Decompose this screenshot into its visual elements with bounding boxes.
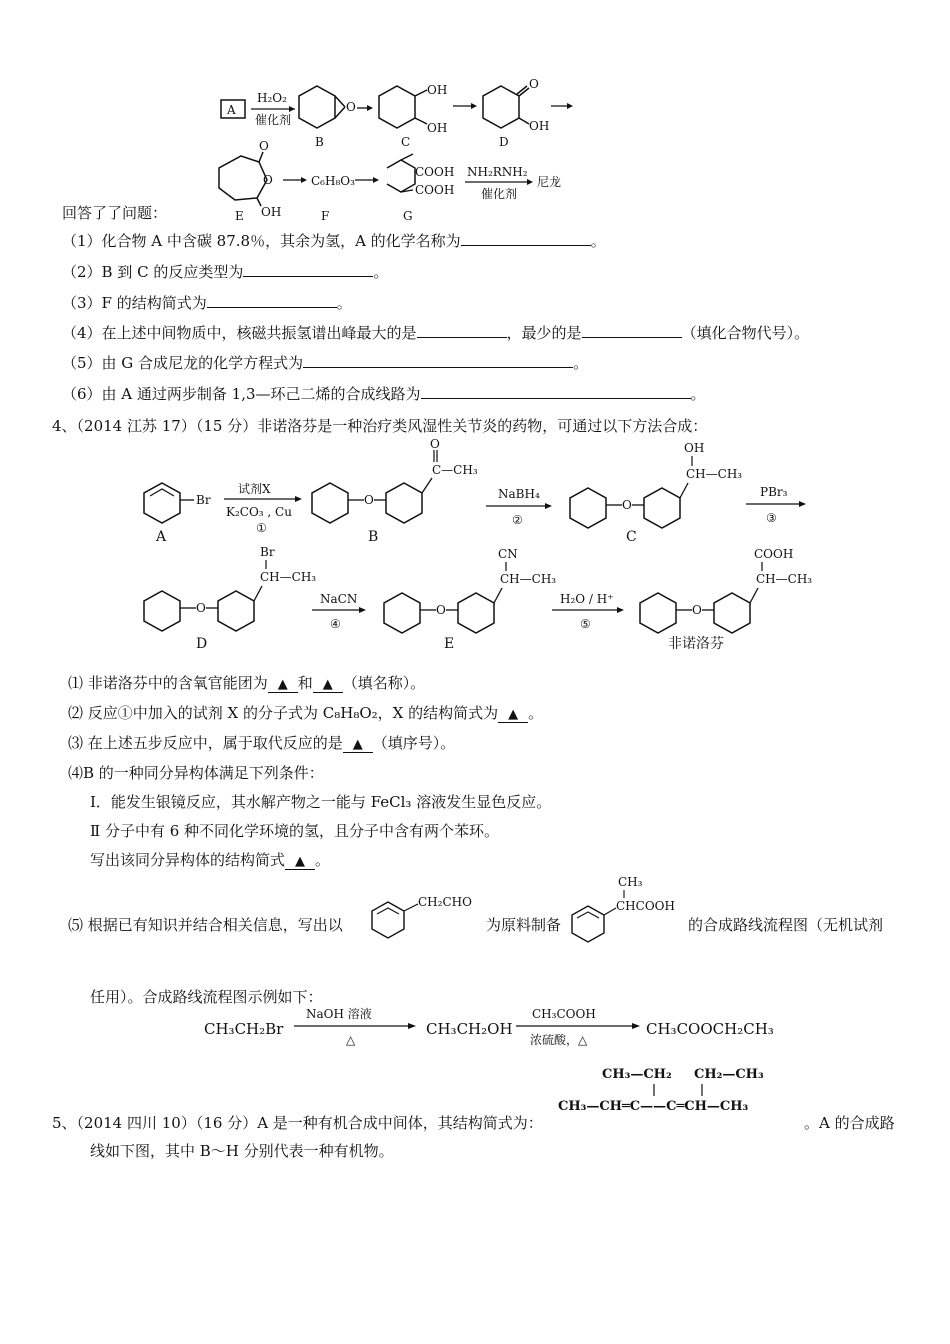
svg-text:CH—CH₃: CH—CH₃	[686, 467, 743, 481]
svg-text:H₂O₂: H₂O₂	[257, 91, 287, 105]
svg-text:浓硫酸，△: 浓硫酸，△	[530, 1033, 588, 1047]
svg-text:Br: Br	[260, 545, 275, 559]
svg-text:C₆H₈O₃: C₆H₈O₃	[311, 174, 355, 188]
svg-text:CHCOOH: CHCOOH	[616, 899, 675, 913]
answer-blank[interactable]: ▲	[285, 854, 315, 870]
svg-text:CH—CH₃: CH—CH₃	[756, 572, 813, 586]
intro-line: 回答了了问题：	[62, 204, 168, 222]
svg-text:NaCN: NaCN	[320, 592, 358, 606]
svg-text:H₂O / H⁺: H₂O / H⁺	[560, 592, 614, 606]
svg-text:COOH: COOH	[754, 547, 794, 561]
svg-text:CH—CH₃: CH—CH₃	[500, 572, 557, 586]
answer-blank[interactable]	[461, 230, 591, 246]
answer-blank[interactable]	[582, 322, 682, 338]
svg-text:③: ③	[766, 511, 777, 525]
question-2: （2）B 到 C 的反应类型为 。	[62, 263, 389, 281]
svg-text:C: C	[626, 529, 637, 545]
svg-text:OH: OH	[261, 205, 282, 219]
phenylacetaldehyde-structure	[368, 890, 488, 950]
svg-text:CH₃—CH═C——C═CH—CH₃: CH₃—CH═C——C═CH—CH₃	[558, 1099, 749, 1114]
svg-text:COOH: COOH	[415, 165, 455, 179]
svg-text:G: G	[403, 209, 413, 223]
q4-part-5-mid: 为原料制备	[486, 916, 562, 934]
svg-text:CH₃—CH₂: CH₃—CH₂	[602, 1067, 672, 1082]
q4-part-2: ⑵ 反应①中加入的试剂 X 的分子式为 C₈H₈O₂，X 的结构简式为 ▲ 。	[68, 704, 544, 722]
q4-part-3: ⑶ 在上述五步反应中，属于取代反应的是 ▲ （填序号）。	[68, 734, 456, 752]
question-4-header: 4、（2014 江苏 17）（15 分）非诺洛芬是一种治疗类风湿性关节炎的药物，可通过以下方法合成：	[52, 417, 708, 435]
example-route	[200, 1000, 800, 1052]
svg-text:E: E	[444, 636, 455, 652]
svg-text:OH: OH	[427, 83, 448, 97]
answer-blank[interactable]	[417, 322, 507, 338]
svg-text:A: A	[156, 529, 167, 545]
svg-text:④: ④	[330, 617, 341, 631]
svg-text:CH₃: CH₃	[618, 875, 643, 889]
svg-text:①: ①	[256, 521, 267, 535]
svg-text:O: O	[196, 601, 206, 615]
svg-text:非诺洛芬: 非诺洛芬	[668, 636, 724, 652]
answer-blank[interactable]	[243, 261, 373, 277]
compound-e-structure	[384, 547, 556, 633]
svg-text:K₂CO₃ , Cu: K₂CO₃ , Cu	[226, 505, 292, 519]
svg-text:O: O	[622, 498, 632, 512]
svg-text:B: B	[368, 529, 379, 545]
question-5-line-1-end: 。A 的合成路	[804, 1114, 895, 1132]
fenoprofen-structure	[640, 547, 812, 633]
answer-blank[interactable]: ▲	[268, 677, 298, 693]
q4-part-4-ask: 写出该同分异构体的结构简式 ▲ 。	[90, 851, 331, 869]
svg-text:试剂X: 试剂X	[238, 482, 271, 496]
svg-text:OH: OH	[427, 121, 448, 135]
compound-d-structure	[144, 545, 316, 631]
answer-blank[interactable]: ▲	[313, 677, 343, 693]
compound-d-structure	[483, 77, 549, 133]
svg-text:尼龙: 尼龙	[537, 175, 562, 189]
fenoprofen-synthesis-scheme	[120, 438, 820, 658]
compound-c-structure	[570, 441, 742, 528]
q4-part-1: ⑴ 非诺洛芬中的含氧官能团为 ▲ 和 ▲ （填名称）。	[68, 674, 426, 692]
question-3: （3）F 的结构简式为 。	[62, 294, 352, 312]
svg-text:B: B	[315, 135, 324, 149]
compound-c-structure	[379, 83, 447, 135]
compound-b-structure	[312, 438, 478, 523]
answer-blank[interactable]: ▲	[343, 737, 373, 753]
svg-text:CN: CN	[498, 547, 518, 561]
svg-text:O: O	[692, 603, 702, 617]
svg-text:CH₂—CH₃: CH₂—CH₃	[694, 1067, 764, 1082]
svg-text:OH: OH	[529, 119, 550, 133]
compound-g-structure	[387, 154, 454, 197]
svg-text:△: △	[346, 1033, 356, 1047]
answer-blank[interactable]	[421, 383, 691, 399]
question-4: （4）在上述中间物质中，核磁共振氢谱出峰最大的是 ，最少的是 （填化合物代号）。	[62, 324, 810, 342]
svg-text:O: O	[364, 493, 374, 507]
svg-text:F: F	[321, 209, 330, 223]
svg-text:⑤: ⑤	[580, 617, 591, 631]
target-acid-structure	[568, 872, 688, 952]
nylon-synthesis-scheme	[205, 72, 585, 232]
svg-text:C—CH₃: C—CH₃	[432, 463, 478, 477]
svg-text:催化剂: 催化剂	[481, 187, 518, 201]
compound-a-structure	[144, 483, 211, 523]
svg-text:CH₃COOH: CH₃COOH	[532, 1007, 596, 1021]
question-5-line-2: 线如下图，其中 B～H 分别代表一种有机物。	[90, 1142, 394, 1160]
question-5: （5）由 G 合成尼龙的化学方程式为 。	[62, 354, 589, 372]
svg-text:②: ②	[512, 513, 523, 527]
svg-text:O: O	[263, 173, 273, 187]
svg-text:CH₂CHO: CH₂CHO	[418, 895, 472, 909]
q4-condition-ii: Ⅱ 分子中有 6 种不同化学环境的氢，且分子中含有两个苯环。	[90, 822, 500, 840]
q4-part-5-end: 的合成路线流程图（无机试剂	[688, 916, 884, 934]
svg-text:O: O	[430, 438, 440, 451]
q4-part-5-cont: 任用）。合成路线流程图示例如下：	[90, 988, 323, 1006]
svg-text:Br: Br	[196, 493, 211, 507]
svg-text:CH₃CH₂Br: CH₃CH₂Br	[204, 1020, 284, 1038]
question-5-line-1: 5、（2014 四川 10）（16 分）A 是一种有机合成中间体，其结构简式为：	[52, 1114, 543, 1132]
svg-text:O: O	[346, 100, 356, 114]
svg-text:CH₃COOCH₂CH₃: CH₃COOCH₂CH₃	[646, 1020, 774, 1038]
q4-part-4: ⑷B 的一种同分异构体满足下列条件：	[68, 764, 324, 782]
svg-text:CH—CH₃: CH—CH₃	[260, 570, 317, 584]
answer-blank[interactable]	[303, 352, 573, 368]
compound-a-diene-structure	[556, 1062, 806, 1122]
question-1: （1）化合物 A 中含碳 87.8％，其余为氢，A 的化学名称为 。	[62, 232, 606, 250]
svg-text:PBr₃: PBr₃	[760, 485, 788, 499]
svg-text:CH₃CH₂OH: CH₃CH₂OH	[426, 1020, 513, 1038]
svg-text:O: O	[259, 139, 269, 153]
svg-text:A: A	[227, 103, 236, 117]
compound-e-structure	[219, 139, 281, 219]
answer-blank[interactable]	[207, 292, 337, 308]
q4-part-5: ⑸ 根据已有知识并结合相关信息，写出以	[68, 916, 343, 934]
svg-text:E: E	[235, 209, 244, 223]
svg-text:OH: OH	[684, 441, 705, 455]
svg-text:C: C	[401, 135, 411, 149]
question-6: （6）由 A 通过两步制备 1,3—环己二烯的合成线路为 。	[62, 385, 706, 403]
svg-text:NaOH 溶液: NaOH 溶液	[306, 1007, 372, 1021]
q4-condition-i: Ⅰ．能发生银镜反应，其水解产物之一能与 FeCl₃ 溶液发生显色反应。	[90, 793, 552, 811]
compound-a-box	[221, 100, 245, 118]
svg-text:O: O	[529, 77, 539, 91]
answer-blank[interactable]: ▲	[498, 707, 528, 723]
svg-text:NH₂RNH₂: NH₂RNH₂	[467, 165, 528, 179]
compound-b-structure	[299, 86, 356, 128]
svg-text:D: D	[196, 636, 208, 652]
svg-text:D: D	[499, 135, 509, 149]
svg-text:NaBH₄: NaBH₄	[498, 487, 540, 501]
svg-text:COOH: COOH	[415, 183, 455, 197]
svg-text:催化剂: 催化剂	[255, 113, 292, 127]
svg-text:O: O	[436, 603, 446, 617]
